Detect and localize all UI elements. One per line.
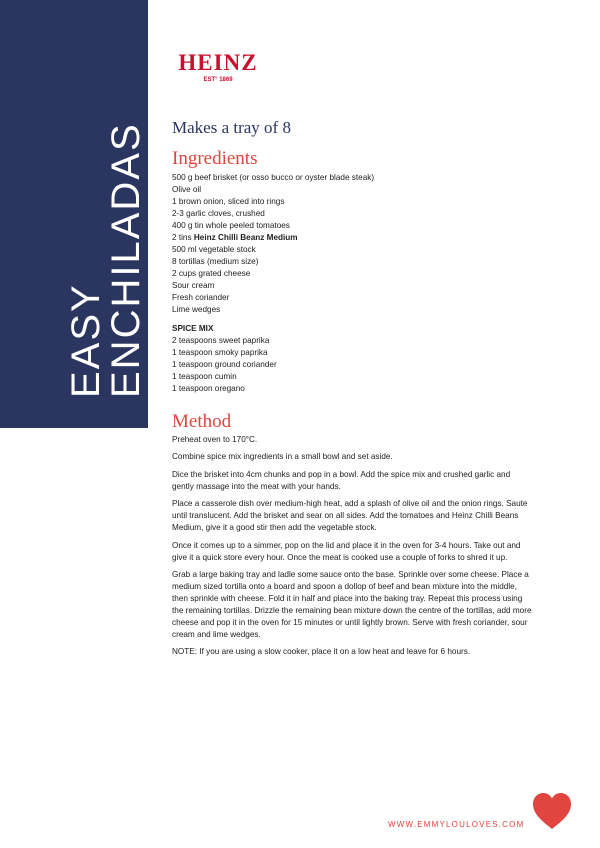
method-step: Preheat oven to 170°C.: [172, 435, 258, 444]
ingredient-item: 2-3 garlic cloves, crushed: [172, 209, 265, 218]
ingredient-item: 500 g beef brisket (or osso bucco or oyster blade steak): [172, 173, 375, 182]
method-step: Place a casserole dish over medium-high heat, add a splash of olive oil and the onion rings. Saute until translucent. Add the brisket and sear on all sides. Add the tomatoes and Heinz Chilli Beans Medium, give it a good stir then add the vegetable stock.: [172, 499, 528, 533]
method-steps: [172, 434, 532, 664]
ingredient-item: Olive oil: [172, 185, 202, 194]
spice-item: 1 teaspoon ground coriander: [172, 360, 277, 369]
title-banner: [0, 0, 148, 428]
ingredient-item: 1 brown onion, sliced into rings: [172, 197, 285, 206]
ingredient-item: Lime wedges: [172, 305, 221, 314]
spice-mix-heading: SPICE MIX: [172, 324, 214, 333]
beans-quantity: 2 tins: [172, 233, 194, 242]
ingredient-item-beans: [172, 232, 552, 244]
ingredients-list: [172, 172, 552, 395]
ingredients-heading: Ingredients: [172, 148, 258, 169]
ingredient-item: Fresh coriander: [172, 293, 230, 302]
website-link[interactable]: WWW.EMMYLOULOVES.COM: [388, 820, 525, 829]
heinz-wordmark: HEINZ: [178, 50, 258, 75]
ingredient-item: 8 tortillas (medium size): [172, 257, 259, 266]
recipe-title: [66, 58, 146, 398]
spice-item: 1 teaspoon oregano: [172, 384, 245, 393]
method-note: NOTE: If you are using a slow cooker, place it on a low heat and leave for 6 hours.: [172, 647, 471, 657]
recipe-title-line-1: EASY: [64, 283, 108, 398]
heart-icon: [532, 792, 572, 837]
ingredient-item: 2 cups grated cheese: [172, 269, 251, 278]
heinz-established: EST° 1869: [203, 77, 233, 83]
beans-product: Heinz Chilli Beanz Medium: [193, 233, 298, 242]
heinz-logo-mark: [168, 46, 268, 86]
method-step: Once it comes up to a simmer, pop on the lid and place it in the oven for 3-4 hours. Take out and give it a quick store every hour. Once the meat is cooked use a couple of forks to shred it up.: [172, 540, 521, 562]
servings: Makes a tray of 8: [172, 118, 291, 137]
method-step: Combine spice mix ingredients in a small bowl and set aside.: [172, 452, 393, 462]
spice-item: 2 teaspoons sweet paprika: [172, 336, 270, 345]
recipe-title-line-2: ENCHILADAS: [104, 122, 148, 398]
ingredient-item: Sour cream: [172, 281, 215, 290]
heinz-logo: [168, 46, 268, 86]
ingredient-item: 400 g tin whole peeled tomatoes: [172, 221, 290, 230]
spice-item: 1 teaspoon smoky paprika: [172, 348, 268, 357]
spice-item: 1 teaspoon cumin: [172, 372, 237, 381]
method-heading: Method: [172, 411, 232, 432]
ingredient-item: 500 ml vegetable stock: [172, 245, 256, 254]
method-step: Dice the brisket into 4cm chunks and pop in a bowl. Add the spice mix and crushed garlic and gently massage into the meat with your hands.: [172, 469, 511, 491]
method-step: Grab a large baking tray and ladle some sauce onto the base. Sprinkle over some cheese. Place a medium sized tortilla onto a board and spoon a dollop of beef and bean mixture into the middle, then sprinkle with cheese. Fold it in half and place into the baking tray. Repeat this process using the remaining tortillas. Drizzle the remaining bean mixture down the centre of the tortillas, add more cheese and pop it in the oven for 15 minutes or until lightly brown. Serve with fresh coriander, sour cream and lime wedges.: [172, 569, 532, 639]
